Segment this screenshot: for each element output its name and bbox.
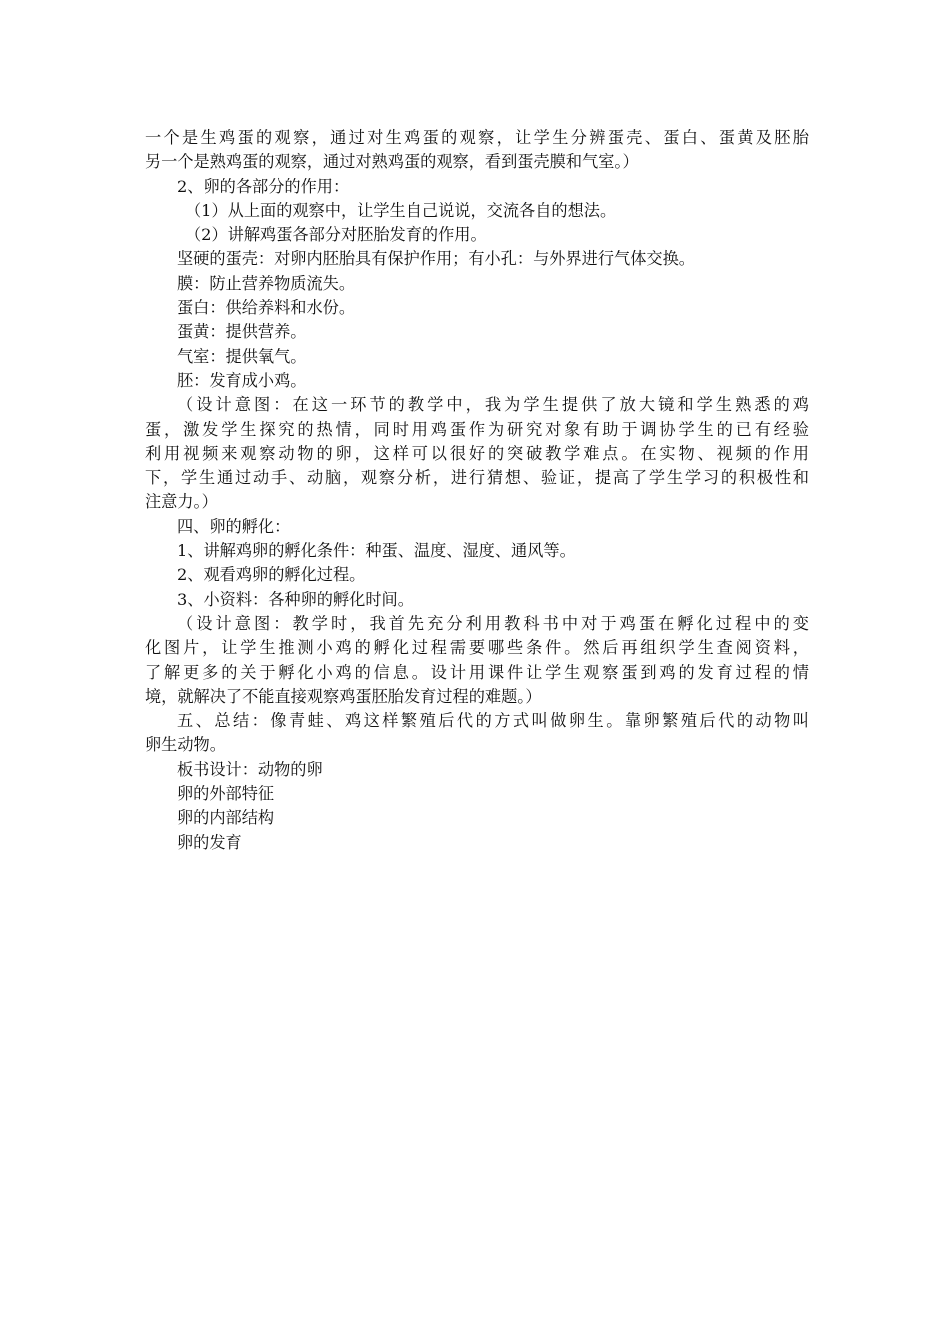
section-heading: 四、卵的孵化： [177, 516, 291, 536]
text-line: 2、观看鸡卵的孵化过程。 [177, 565, 366, 585]
document-body [145, 126, 809, 855]
text-line: 3、小资料：各种卵的孵化时间。 [177, 589, 414, 609]
text-line: （1）从上面的观察中，让学生自己说说，交流各自的想法。 [185, 200, 617, 220]
text-line: 化图片，让学生推测小鸡的孵化过程需要哪些条件。然后再组织学生查阅资料， [145, 638, 809, 658]
text-line: 气室：提供氧气。 [177, 346, 307, 366]
board-design-title: 板书设计：动物的卵 [177, 759, 323, 779]
text-line: 境，就解决了不能直接观察鸡蛋胚胎发育过程的难题。） [145, 686, 542, 706]
text-line: （设计意图：在这一环节的教学中，我为学生提供了放大镜和学生熟悉的鸡 [177, 395, 809, 415]
board-design-item: 卵的发育 [177, 832, 242, 852]
text-line: 蛋，激发学生探究的热情，同时用鸡蛋作为研究对象有助于调协学生的已有经验 [145, 419, 809, 439]
text-line: 蛋黄：提供营养。 [177, 322, 307, 342]
text-line: 利用视频来观察动物的卵，这样可以很好的突破教学难点。在实物、视频的作用 [145, 443, 809, 463]
section-heading: 五、总结：像青蛙、鸡这样繁殖后代的方式叫做卵生。靠卵繁殖后代的动物叫 [177, 711, 809, 731]
board-design-item: 卵的内部结构 [177, 808, 275, 828]
text-line: （2）讲解鸡蛋各部分对胚胎发育的作用。 [185, 225, 487, 245]
text-line: 蛋白：供给养料和水份。 [177, 298, 356, 318]
text-line: 1、讲解鸡卵的孵化条件：种蛋、温度、湿度、通风等。 [177, 541, 576, 561]
board-design-item: 卵的外部特征 [177, 784, 275, 804]
text-line: 胚：发育成小鸡。 [177, 370, 307, 390]
text-line: 下，学生通过动手、动脑，观察分析，进行猜想、验证，提高了学生学习的积极性和 [145, 468, 809, 488]
text-line: 了解更多的关于孵化小鸡的信息。设计用课件让学生观察蛋到鸡的发育过程的情 [145, 662, 809, 682]
text-line: （设计意图：教学时，我首先充分利用教科书中对于鸡蛋在孵化过程中的变 [177, 613, 809, 633]
text-line: 卵生动物。 [145, 735, 226, 755]
text-line: 注意力。） [145, 492, 218, 512]
section-heading: 2、卵的各部分的作用： [177, 176, 350, 196]
text-line: 膜：防止营养物质流失。 [177, 273, 356, 293]
text-line: 另一个是熟鸡蛋的观察，通过对熟鸡蛋的观察，看到蛋壳膜和气室。） [145, 152, 639, 172]
text-line: 坚硬的蛋壳：对卵内胚胎具有保护作用；有小孔：与外界进行气体交换。 [177, 249, 695, 269]
text-line: 一个是生鸡蛋的观察，通过对生鸡蛋的观察，让学生分辨蛋壳、蛋白、蛋黄及胚胎 [145, 128, 809, 147]
